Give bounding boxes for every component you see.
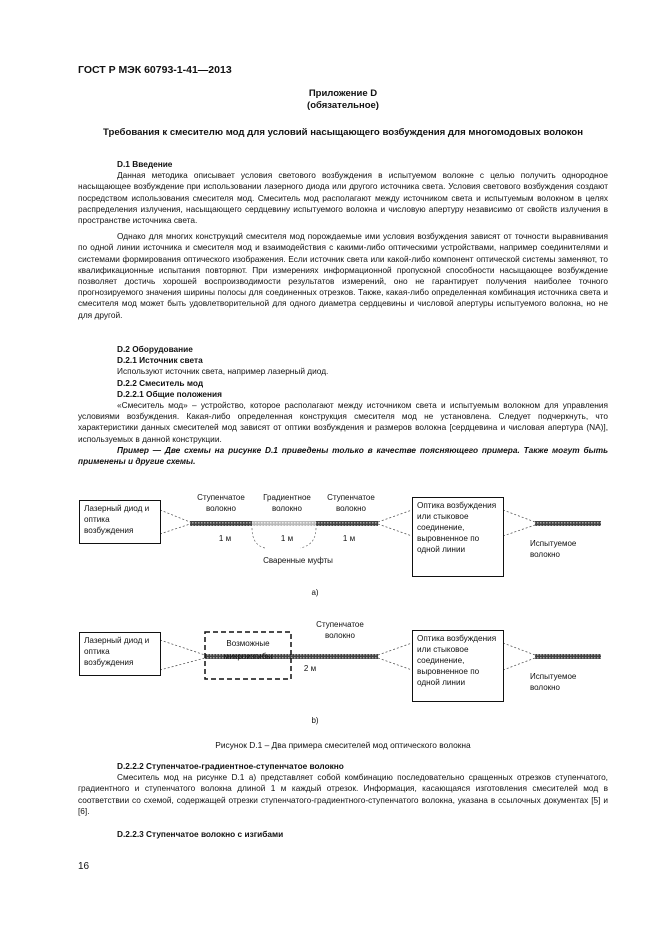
appendix-title: Приложение D: [308, 88, 378, 99]
heading-d2: D.2 Оборудование: [117, 344, 193, 354]
fiber-graded-a: [252, 521, 316, 526]
heading-d1: D.1 Введение: [117, 159, 173, 169]
heading-d22: D.2.2 Смеситель мод: [117, 377, 204, 388]
length-b: 2 м: [303, 664, 317, 673]
length-a2: 1 м: [280, 534, 294, 543]
optics-box-a: Оптика возбуждения или стыковое соединение, выровненное по одной линии: [412, 497, 504, 577]
paragraph-d1-1: Данная методика описывает условия светового возбуждения в испытуемом волокне с целью получить однородное насыщающее возбуждение при использовании лазерного диода или другого источника света. Условия светового возбуждения создают посредством использования смесителя мод. Смеситель мод располагают между источником света и испытуемым волокном в целях распределения излучения, насыщающего сердцевину испытуемого волокна и числовую апертуру независимо от свойств излучения в пространстве источника света.: [78, 170, 608, 226]
fiber-test-b: [535, 654, 601, 659]
paragraph-d221: «Смеситель мод» – устройство, которое располагают между источником света и испытуемым волокном для управления условиями возбуждения. Какая-либо определенная конструкция смесителя мод не установлена. Следует подчеркнуть, что характеристики данных смесителей мод зависят от оптики возбуждения и размеров волокна [сердцевина и числовая апертура (NA)], используемых в данной конструкции.: [78, 400, 608, 444]
label-step-fiber-b: Ступенчатое волокно: [316, 620, 364, 640]
label-step-fiber-a1: Ступенчатое волокно: [197, 493, 245, 513]
beam-line-b-1: [160, 640, 205, 655]
section-d2223: [78, 829, 608, 840]
beam-line-b-6: [503, 658, 535, 670]
label-graded-fiber-a: Градиентное волокно: [263, 493, 311, 513]
main-title: Требования к смесителю мод для условий насыщающего возбуждения для многомодовых волокон: [102, 127, 584, 138]
beam-line-a-2: [160, 524, 190, 534]
length-a3: 1 м: [342, 534, 356, 543]
label-step-fiber-a2: Ступенчатое волокно: [327, 493, 375, 513]
heading-d2223: D.2.2.3 Ступенчатое волокно с изгибами: [117, 829, 284, 839]
example-note: Пример — Две схемы на рисунке D.1 приведены только в качестве поясняющего примера. Также могут быть применены и другие схемы.: [78, 444, 608, 467]
page-number: 16: [78, 861, 90, 872]
beam-line-b-5: [503, 643, 535, 655]
fiber-test-a: [535, 521, 601, 526]
figure-caption: Рисунок D.1 – Два примера смесителей мод оптического волокна: [215, 740, 471, 750]
paragraph-d2222: Смеситель мод на рисунке D.1 а) представляет собой комбинацию последовательно сращенных отрезков ступенчатого, градиентного и ступенчатого волокна длиной 1 м каждый отрезок. Информация, касающаяся изготовления смесителей мод в соответствии со схемой, содержащей отрезки ступенчатого-градиентного-ступенчатого волокна, указана в ссылочных документах [5] и [6].: [78, 772, 608, 816]
beam-line-b-3: [378, 643, 412, 655]
beam-line-a-6: [503, 525, 535, 536]
heading-d221: D.2.2.1 Общие положения: [117, 388, 222, 399]
section-d2222: [78, 761, 608, 817]
heading-d21: D.2.1 Источник света: [117, 355, 203, 366]
beam-line-a-4: [378, 524, 412, 536]
label-microbends: Возможные микроизгибы: [223, 639, 273, 661]
splice-pointer-1: [252, 528, 265, 548]
heading-d2222: D.2.2.2 Ступенчатое-градиентное-ступенчатое волокно: [117, 761, 344, 771]
beam-line-a-5: [503, 510, 535, 522]
fiber-step-a1: [190, 521, 252, 526]
subfigure-label-a: а): [311, 588, 319, 597]
document-header: ГОСТ Р МЭК 60793-1-41—2013: [78, 64, 232, 76]
label-test-fiber-b: Испытуемое волокно: [530, 672, 577, 692]
appendix-status: (обязательное): [307, 100, 379, 111]
source-box-b: Лазерный диод и оптика возбуждения: [79, 632, 161, 676]
label-test-fiber-a: Испытуемое волокно: [530, 539, 577, 559]
splice-pointer-2: [300, 528, 316, 548]
beam-line-b-2: [160, 658, 205, 670]
subfigure-label-b: b): [311, 716, 319, 725]
paragraph-d1-2: Однако для многих конструкций смесителя мод порождаемые ими условия возбуждения зависят от точности выравнивания по одной линии источника и смесителя мод и взаимодействия с какими-либо оптическими устройствами, например соединителями и системами формирования оптического изображения. Если источник света или какой-либо компонент оптической системы заменяют, то квалификационные испытания повторяют. При измерениях информационной пропускной способности насыщающее возбуждение позволяет достичь хорошей воспроизводимости результатов измерений, оно не гарантирует получения наиболее точного прогнозируемого значения ширины полосы для соединенных отрезков. Также, какая-либо определенная комбинация источника света и смесителя мод может быть удовлетворительной для одного диаметра сердцевины и числовой апертуры испытуемого волокна, но не для другой.: [78, 231, 608, 320]
paragraph-d21: Используют источник света, например лазерный диод.: [117, 366, 329, 377]
fiber-step-a2: [316, 521, 378, 526]
label-splices: Сваренные муфты: [263, 556, 333, 565]
beam-line-b-4: [378, 658, 412, 670]
length-a1: 1 м: [218, 534, 232, 543]
optics-box-b: Оптика возбуждения или стыковое соединение, выровненное по одной линии: [412, 630, 504, 702]
source-box-a: Лазерный диод и оптика возбуждения: [79, 500, 161, 544]
